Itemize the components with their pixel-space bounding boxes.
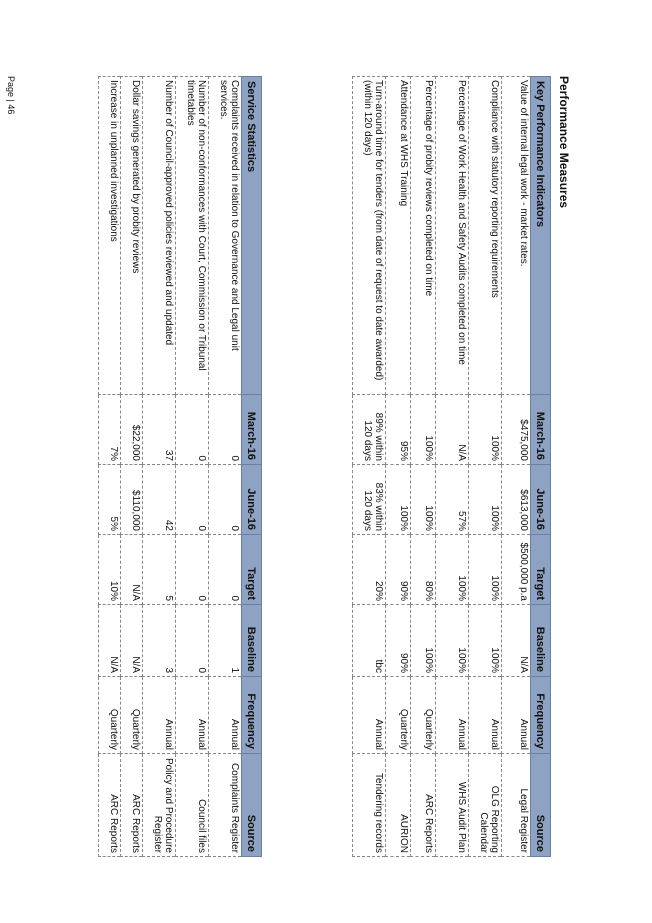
kpi-target-cell: 80%	[411, 535, 436, 605]
kpi-header-baseline: Baseline	[531, 605, 551, 677]
kpi-indicator-cell: Percentage of probity reviews completed on time	[411, 77, 436, 395]
kpi-march-cell: 95%	[386, 395, 411, 465]
svc-header-baseline: Baseline	[242, 605, 262, 677]
svc-statistic-cell: Number of Council-approved policies reviewed and updated	[143, 77, 176, 395]
kpi-source-cell: Legal Register	[502, 754, 531, 857]
table-row	[176, 77, 209, 857]
svc-march-cell: 7%	[99, 395, 121, 465]
kpi-source-cell: ARC Reports	[411, 754, 436, 857]
kpi-june-cell: 100%	[411, 465, 436, 535]
kpi-indicator-cell: Turn-around time for tenders (from date of request to date awarded) (within 120 days)	[353, 77, 386, 395]
svc-header-march: March-16	[242, 395, 262, 465]
svc-june-cell: 42	[143, 465, 176, 535]
kpi-header-row	[531, 77, 551, 857]
svc-target-cell: 0	[176, 535, 209, 605]
kpi-march-cell: 89% within 120 days	[353, 395, 386, 465]
kpi-march-cell: N/A	[436, 395, 469, 465]
svc-frequency-cell: Annual	[143, 677, 176, 754]
kpi-source-cell: AURION	[386, 754, 411, 857]
kpi-header-march: March-16	[531, 395, 551, 465]
table-row	[411, 77, 436, 857]
svc-source-cell: Complaints Register	[209, 754, 242, 857]
svc-statistic-cell: Number of non-conformances with Court, Commission or Tribunal timetables	[176, 77, 209, 395]
svc-header-statistic: Service Statistics	[242, 77, 262, 395]
kpi-frequency-cell: Annual	[502, 677, 531, 754]
svc-june-cell: $110,000	[121, 465, 143, 535]
kpi-baseline-cell: N/A	[502, 605, 531, 677]
kpi-baseline-cell: tbc	[353, 605, 386, 677]
svc-march-cell: 37	[143, 395, 176, 465]
kpi-header-june: June-16	[531, 465, 551, 535]
kpi-frequency-cell: Quarterly	[386, 677, 411, 754]
svc-target-cell: 5	[143, 535, 176, 605]
kpi-june-cell: 100%	[386, 465, 411, 535]
svc-baseline-cell: 0	[176, 605, 209, 677]
svc-statistic-cell: Increase in unplanned investigations	[99, 77, 121, 395]
svc-header-source: Source	[242, 754, 262, 857]
svc-frequency-cell: Quarterly	[121, 677, 143, 754]
kpi-june-cell: 83% within 120 days	[353, 465, 386, 535]
kpi-frequency-cell: Annual	[469, 677, 502, 754]
kpi-frequency-cell: Quarterly	[411, 677, 436, 754]
kpi-frequency-cell: Annual	[353, 677, 386, 754]
svc-march-cell: $22,000	[121, 395, 143, 465]
svc-source-cell: ARC Reports	[121, 754, 143, 857]
kpi-march-cell: $475,000	[502, 395, 531, 465]
kpi-baseline-cell: 100%	[469, 605, 502, 677]
svc-source-cell: Council files	[176, 754, 209, 857]
svc-source-cell: Policy and Procedure Register	[143, 754, 176, 857]
svc-frequency-cell: Annual	[176, 677, 209, 754]
kpi-frequency-cell: Annual	[436, 677, 469, 754]
table-row	[353, 77, 386, 857]
kpi-header-source: Source	[531, 754, 551, 857]
kpi-target-cell: 100%	[436, 535, 469, 605]
svc-baseline-cell: 1	[209, 605, 242, 677]
svc-baseline-cell: 3	[143, 605, 176, 677]
kpi-june-cell: 100%	[469, 465, 502, 535]
kpi-baseline-cell: 100%	[436, 605, 469, 677]
table-row	[386, 77, 411, 857]
kpi-indicator-cell: Percentage of Work Health and Safety Audits completed on time	[436, 77, 469, 395]
kpi-header-frequency: Frequency	[531, 677, 551, 754]
table-row	[99, 77, 121, 857]
svc-header-june: June-16	[242, 465, 262, 535]
kpi-june-cell: $613,000	[502, 465, 531, 535]
kpi-baseline-cell: 90%	[386, 605, 411, 677]
kpi-baseline-cell: 100%	[411, 605, 436, 677]
kpi-source-cell: OLG Reporting Calendar	[469, 754, 502, 857]
svc-frequency-cell: Quarterly	[99, 677, 121, 754]
svc-header-frequency: Frequency	[242, 677, 262, 754]
svc-march-cell: 0	[176, 395, 209, 465]
kpi-indicator-cell: Compliance with statutory reporting requirements	[469, 77, 502, 395]
kpi-target-cell: 20%	[353, 535, 386, 605]
kpi-target-cell: 100%	[469, 535, 502, 605]
svc-target-cell: 0	[209, 535, 242, 605]
svc-target-cell: N/A	[121, 535, 143, 605]
kpi-march-cell: 100%	[411, 395, 436, 465]
svc-june-cell: 5%	[99, 465, 121, 535]
service-statistics-table	[98, 76, 262, 857]
kpi-target-cell: 90%	[386, 535, 411, 605]
table-row	[436, 77, 469, 857]
kpi-target-cell: $500,000 p.a	[502, 535, 531, 605]
svc-header-target: Target	[242, 535, 262, 605]
svc-june-cell: 0	[209, 465, 242, 535]
svc-june-cell: 0	[176, 465, 209, 535]
kpi-source-cell: WHS Audit Plan	[436, 754, 469, 857]
kpi-header-target: Target	[531, 535, 551, 605]
table-row	[143, 77, 176, 857]
kpi-table	[352, 76, 551, 857]
page-title: Performance Measures	[557, 76, 571, 209]
svc-baseline-cell: N/A	[99, 605, 121, 677]
svc-target-cell: 10%	[99, 535, 121, 605]
svc-baseline-cell: N/A	[121, 605, 143, 677]
kpi-source-cell: Tendering records	[353, 754, 386, 857]
kpi-indicator-cell: Value of internal legal work - market rates.	[502, 77, 531, 395]
table-row	[469, 77, 502, 857]
table-row	[121, 77, 143, 857]
kpi-march-cell: 100%	[469, 395, 502, 465]
svc-march-cell: 0	[209, 395, 242, 465]
kpi-indicator-cell: Attendance at WHS Training	[386, 77, 411, 395]
svc-source-cell: ARC Reports	[99, 754, 121, 857]
svc-statistic-cell: Dollar savings generated by probity reviews	[121, 77, 143, 395]
table-row	[209, 77, 242, 857]
svc-header-row	[242, 77, 262, 857]
svc-frequency-cell: Annual	[209, 677, 242, 754]
kpi-june-cell: 57%	[436, 465, 469, 535]
page-number: Page | 46	[6, 76, 16, 115]
svc-statistic-cell: Complaints received in relation to Governance and Legal unit services.	[209, 77, 242, 395]
table-row	[502, 77, 531, 857]
kpi-header-indicator: Key Performance Indicators	[531, 77, 551, 395]
